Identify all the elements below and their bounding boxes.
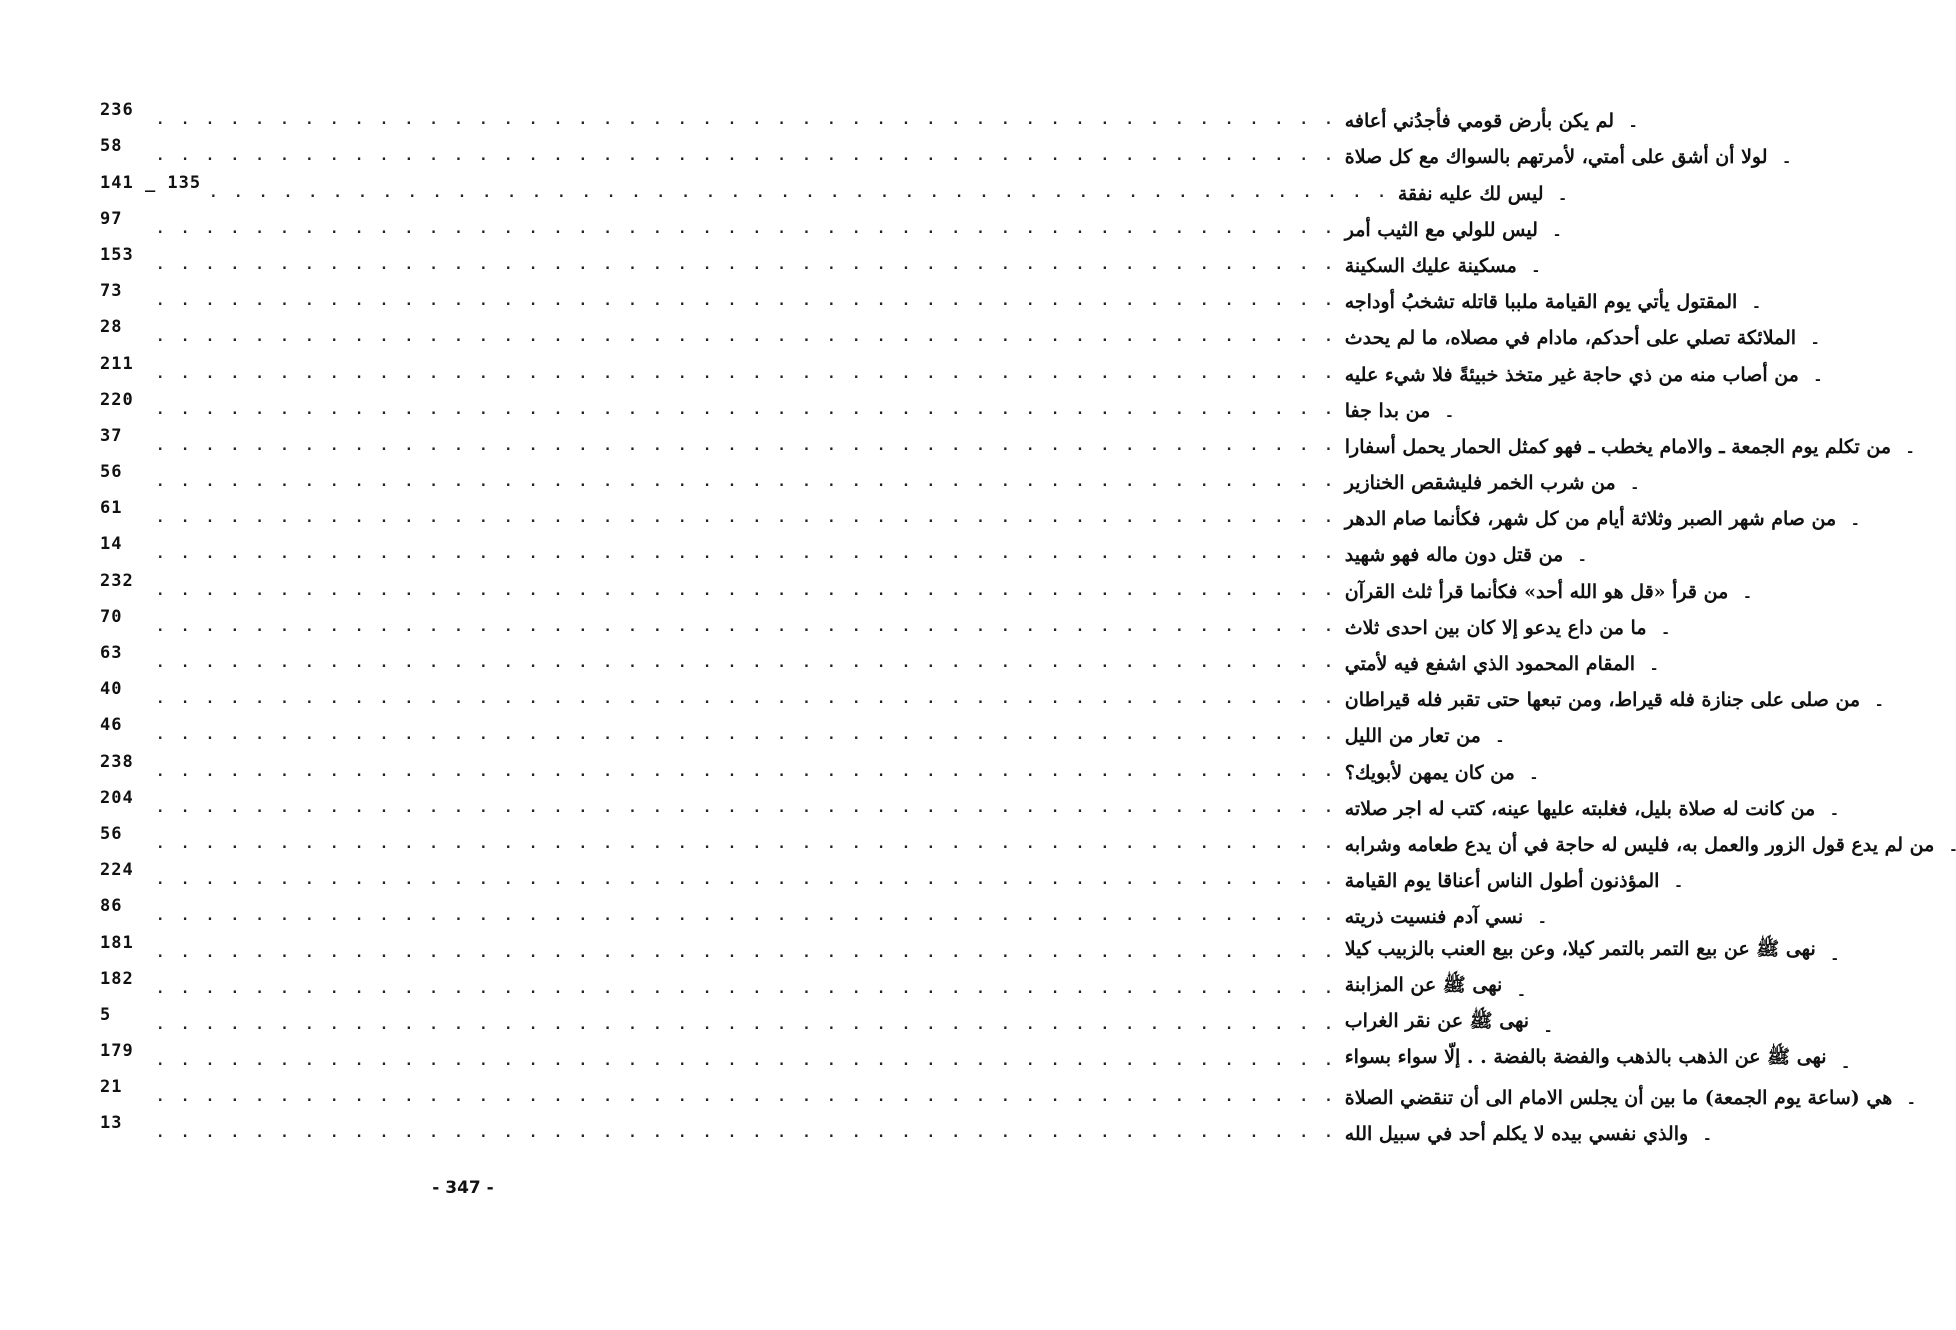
entry-page-number: 56	[100, 462, 123, 483]
entry-page-number: 236	[100, 100, 134, 121]
dot-leader: . . . . . . . . . . . . . . . . . . . . . . . . . . . . . . . . . . . . . . . . . . . . . . . .	[156, 835, 1337, 852]
dash-bullet: -	[1539, 914, 1546, 931]
index-entry	[100, 967, 1525, 1003]
entry-text: من شرب الخمر فليشقص الخنازير	[1344, 472, 1616, 495]
entry-page-number: 220	[100, 389, 134, 410]
dash-bullet: -	[1554, 226, 1560, 243]
entry-page-number: 46	[100, 715, 123, 736]
entry-page-number: 238	[100, 751, 134, 772]
entry-text: من لم يدع قول الزور والعمل به، فليس له حاجة في أن يدع طعامه وشرابه	[1344, 833, 1935, 856]
entry-text: المؤذنون أطول الناس أعناقا يوم القيامة	[1344, 870, 1660, 893]
dash-bullet: -	[1852, 516, 1859, 533]
entry-page-number: 141 _ 135	[100, 172, 202, 193]
entry-text: الملائكة تصلي على أحدكم، مادام في مصلاه، ما لم يحدث	[1344, 327, 1797, 350]
index-entry	[100, 1039, 1849, 1076]
index-entry	[100, 1003, 1552, 1039]
index-entry	[100, 315, 1819, 352]
dot-leader: . . . . . . . . . . . . . . . . . . . . . . . . . . . . . . . . . . . . . . . . . . . . . . . .	[156, 1016, 1337, 1033]
entry-text: ليس لك عليه نفقة	[1397, 182, 1544, 205]
entry-page-number: 40	[100, 679, 123, 700]
index-entry	[100, 1111, 1711, 1148]
dash-bullet: -	[1907, 443, 1914, 460]
index-entry	[100, 1075, 1915, 1112]
entry-text: من بدا جفا	[1344, 399, 1431, 422]
dash-bullet: -	[1532, 262, 1539, 279]
index-entry	[100, 822, 1956, 858]
dot-leader: . . . . . . . . . . . . . . . . . . . . . . . . . . . . . . . . . . . . . . . . . . . . . . . .	[156, 980, 1337, 997]
index-entry	[100, 786, 1838, 822]
dash-bullet: -	[1559, 190, 1566, 207]
index-entry	[100, 930, 1838, 967]
dot-leader: . . . . . . . . . . . . . . . . . . . . . . . . . . . . . . . . . . . . . . . . . . . . . . . .	[156, 944, 1337, 961]
entry-page-number: 204	[100, 787, 134, 808]
dot-leader: . . . . . . . . . . . . . . . . . . . . . . . . . . . . . . . . . . . . . . . . . . . . . . . .	[156, 220, 1337, 237]
entry-text: لم يكن بأرض قومي فأجدُني أعافه	[1344, 110, 1615, 133]
entry-text: ما من داع يدعو إلا كان بين احدى ثلاث	[1344, 616, 1647, 639]
dash-bullet: -	[1518, 986, 1525, 1003]
entry-text: نهى ﷺ عن المزابنة	[1344, 973, 1503, 996]
dash-bullet: -	[1630, 118, 1637, 135]
dot-leader: . . . . . . . . . . . . . . . . . . . . . . . . . . . . . . . . . . . . . . . . . . . . . . . .	[156, 365, 1337, 382]
dash-bullet: -	[1651, 661, 1658, 677]
dot-leader: . . . . . . . . . . . . . . . . . . . . . . . . . . . . . . . . . . . . . . . . . . . . . . . .	[156, 474, 1337, 491]
index-entry	[100, 170, 1566, 207]
dash-bullet: -	[1631, 480, 1638, 497]
index-entry	[100, 207, 1560, 243]
dash-bullet: -	[1950, 841, 1956, 858]
dot-leader: . . . . . . . . . . . . . . . . . . . . . . . . . . . . . . . . . . . . . . . . . . . . . . . .	[156, 148, 1337, 165]
entry-text: من قتل دون ماله فهو شهيد	[1344, 544, 1564, 567]
index-entry	[100, 388, 1453, 424]
entry-page-number: 182	[100, 968, 134, 989]
entry-page-number: 97	[100, 208, 123, 229]
dot-leader: . . . . . . . . . . . . . . . . . . . . . . . . . . . . . . . . . . . . . . . . . . . . . . . .	[156, 329, 1337, 346]
dash-bullet: -	[1675, 878, 1682, 895]
entry-text: نسي آدم فنسيت ذريته	[1344, 906, 1524, 929]
dot-leader: . . . . . . . . . . . . . . . . . . . . . . . . . . . . . . . . . . . . . . . . . . . . . . . .	[156, 763, 1337, 780]
entry-text: نهى ﷺ عن نقر الغراب	[1344, 1009, 1530, 1032]
dot-leader: . . . . . . . . . . . . . . . . . . . . . . . . . . . . . . . . . . . . . . . . . . . . . . . .	[156, 1089, 1337, 1106]
entry-page-number: 86	[100, 896, 123, 917]
entry-text: المقام المحمود الذي اشفع فيه لأمتي	[1344, 653, 1636, 675]
entry-page-number: 5	[100, 1004, 112, 1025]
index-entry	[100, 496, 1859, 533]
index-entry	[100, 424, 1914, 460]
index-entry	[100, 713, 1503, 750]
index-entry	[100, 605, 1669, 641]
entry-text: لولا أن أشق على أمتي، لأمرتهم بالسواك مع كل صلاة	[1344, 146, 1768, 169]
index-entry	[100, 134, 1790, 171]
entry-text: نهى ﷺ عن بيع التمر بالتمر كيلا، وعن بيع العنب بالزبيب كيلا	[1344, 937, 1816, 960]
entry-page-number: 63	[100, 643, 123, 663]
dot-leader: . . . . . . . . . . . . . . . . . . . . . . . . . . . . . . . . . . . . . . . . . . . . . . . .	[156, 1125, 1337, 1142]
entry-page-number: 224	[100, 860, 134, 881]
dash-bullet: -	[1831, 950, 1838, 967]
entry-text: من تكلم يوم الجمعة ـ والامام يخطب ـ فهو كمثل الحمار يحمل أسفارا	[1344, 435, 1892, 458]
dash-bullet: -	[1744, 588, 1751, 605]
dash-bullet: -	[1831, 805, 1838, 822]
dash-bullet: -	[1531, 769, 1537, 786]
dot-leader: . . . . . . . . . . . . . . . . . . . . . . . . . . . . . . . . . . . . . . . . . . . . . . . .	[156, 401, 1337, 418]
dot-leader: . . . . . . . . . . . . . . . . . . . . . . . . . . . . . . . . . . . . . . . . . . . . . . . .	[156, 691, 1337, 708]
index-entry	[100, 460, 1638, 497]
entry-text: المقتول يأتي يوم القيامة ملببا قاتله تشخبُ أوداجه	[1344, 291, 1738, 314]
entry-page-number: 21	[100, 1077, 123, 1098]
entry-page-number: 61	[100, 498, 123, 519]
index-entry	[100, 677, 1883, 714]
dot-leader: . . . . . . . . . . . . . . . . . . . . . . . . . . . . . . . . . . . . . . . . . . . . . . . .	[156, 908, 1337, 925]
dot-leader: . . . . . . . . . . . . . . . . . . . . . . . . . . . . . . . . . . . . . . . . . . . . . . . .	[156, 618, 1337, 635]
entry-text: من تعار من الليل	[1344, 725, 1481, 748]
entry-page-number: 56	[100, 823, 123, 844]
index-entry	[100, 568, 1751, 605]
dot-leader: . . . . . . . . . . . . . . . . . . . . . . . . . . . . . . . . . . . . . . . . . . . . . . . .	[156, 1053, 1337, 1070]
entry-page-number: 70	[100, 606, 123, 627]
dash-bullet: -	[1704, 1131, 1711, 1148]
dot-leader: . . . . . . . . . . . . . . . . . . . . . . . . . . . . . . . . . . . . . . . . . . . . . . . .	[156, 256, 1337, 273]
index-entry	[100, 749, 1537, 786]
dash-bullet: -	[1815, 371, 1821, 388]
entry-page-number: 28	[100, 317, 123, 338]
entry-page-number: 73	[100, 281, 123, 302]
dash-bullet: -	[1446, 407, 1453, 424]
entry-page-number: 211	[100, 353, 134, 374]
entry-text: من صلى على جنازة فله قيراط، ومن تبعها حتى تقبر فله قيراطان	[1344, 689, 1861, 712]
entry-text: من أصاب منه من ذي حاجة غير متخذ خبيئةً فلا شيء عليه	[1344, 363, 1799, 386]
dash-bullet: -	[1812, 335, 1819, 352]
entry-text: مسكينة عليك السكينة	[1344, 254, 1517, 277]
page-number: - 347 -	[432, 1178, 494, 1198]
dash-bullet: -	[1908, 1095, 1915, 1112]
index-entry	[100, 532, 1586, 569]
dash-bullet: -	[1753, 299, 1760, 316]
index-entry	[100, 894, 1546, 931]
entry-text: نهى ﷺ عن الذهب بالذهب والفضة بالفضة . . إلّا سواء بسواء	[1344, 1046, 1827, 1069]
entry-page-number: 232	[100, 570, 134, 591]
entry-text: من كانت له صلاة بليل، فغلبته عليها عينه، كتب له اجر صلاته	[1344, 797, 1816, 820]
dot-leader: . . . . . . . . . . . . . . . . . . . . . . . . . . . . . . . . . . . . . . . . . . . . . . . .	[156, 799, 1337, 816]
dot-leader: . . . . . . . . . . . . . . . . . . . . . . . . . . . . . . . . . . . . . . . . . . . . . . . .	[156, 510, 1337, 527]
entry-text: من صام شهر الصبر وثلاثة أيام من كل شهر، فكأنما صام الدهر	[1344, 508, 1837, 531]
index-entry	[100, 243, 1539, 279]
dot-leader: . . . . . . . . . . . . . . . . . . . . . . . . . . . . . . . . . . . . . . . . . . . . . . . .	[156, 655, 1337, 671]
entry-page-number: 14	[100, 534, 123, 555]
dash-bullet: -	[1876, 697, 1883, 714]
dash-bullet: -	[1662, 624, 1669, 641]
entry-text: ليس للولي مع الثيب أمر	[1344, 218, 1538, 241]
dash-bullet: -	[1842, 1059, 1849, 1076]
entry-text: والذي نفسي بيده لا يكلم أحد في سبيل الله	[1344, 1123, 1689, 1146]
dot-leader: . . . . . . . . . . . . . . . . . . . . . . . . . . . . . . . . . . . . . . . . . . . . . . . .	[156, 546, 1337, 563]
dot-leader: . . . . . . . . . . . . . . . . . . . . . . . . . . . . . . . . . . . . . . . . . . . . . . . .	[156, 437, 1337, 454]
entry-text: هي (ساعة يوم الجمعة) ما بين أن يجلس الامام الى أن تنقضي الصلاة	[1344, 1087, 1893, 1110]
index-entry	[100, 98, 1637, 135]
entry-text: من كان يمهن لأبويك؟	[1344, 761, 1515, 784]
dash-bullet: -	[1545, 1022, 1552, 1039]
index-entry	[100, 641, 1658, 677]
dash-bullet: -	[1783, 154, 1790, 171]
index-entry	[100, 351, 1821, 388]
entry-text: من قرأ «قل هو الله أحد» فكأنما قرأ ثلث القرآن	[1344, 580, 1729, 603]
dot-leader: . . . . . . . . . . . . . . . . . . . . . . . . . . . . . . . . . . . . . . . . . . . . . . . .	[209, 184, 1390, 201]
index-entry	[100, 858, 1682, 895]
dot-leader: . . . . . . . . . . . . . . . . . . . . . . . . . . . . . . . . . . . . . . . . . . . . . . . .	[156, 872, 1337, 889]
dot-leader: . . . . . . . . . . . . . . . . . . . . . . . . . . . . . . . . . . . . . . . . . . . . . . . .	[156, 293, 1337, 310]
hadith-index-list	[100, 98, 1956, 1148]
entry-page-number: 13	[100, 1113, 123, 1134]
dot-leader: . . . . . . . . . . . . . . . . . . . . . . . . . . . . . . . . . . . . . . . . . . . . . . . .	[156, 727, 1337, 744]
entry-page-number: 37	[100, 425, 123, 446]
index-entry	[100, 279, 1760, 316]
dot-leader: . . . . . . . . . . . . . . . . . . . . . . . . . . . . . . . . . . . . . . . . . . . . . . . .	[156, 112, 1337, 129]
entry-page-number: 153	[100, 244, 134, 265]
entry-page-number: 179	[100, 1041, 134, 1062]
entry-page-number: 181	[100, 932, 134, 953]
dash-bullet: -	[1579, 552, 1586, 569]
entry-page-number: 58	[100, 136, 123, 157]
dot-leader: . . . . . . . . . . . . . . . . . . . . . . . . . . . . . . . . . . . . . . . . . . . . . . . .	[156, 582, 1337, 599]
dash-bullet: -	[1496, 733, 1503, 750]
